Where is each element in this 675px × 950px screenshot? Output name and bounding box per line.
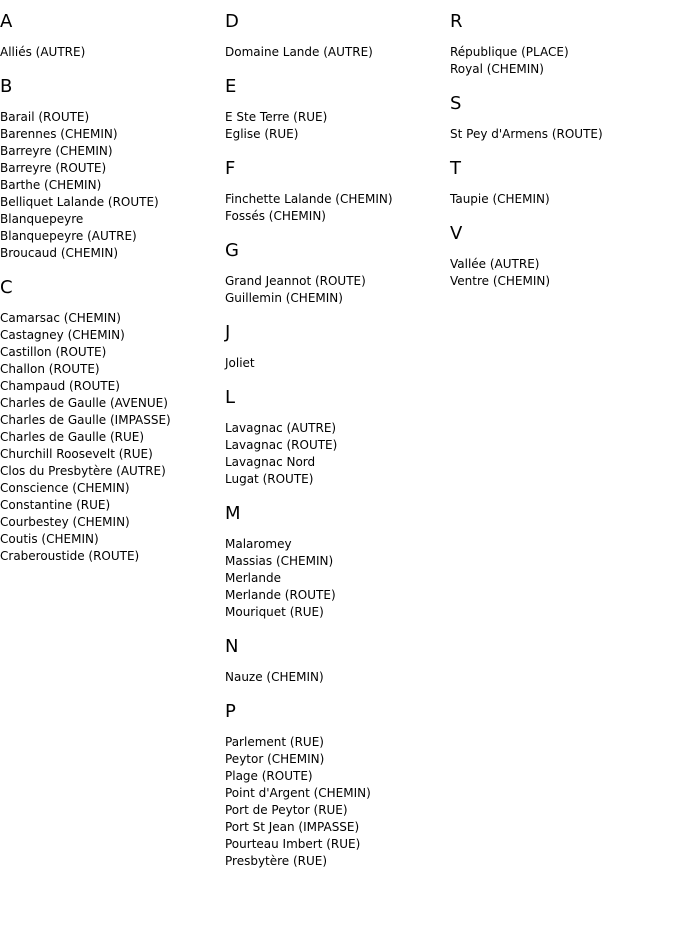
street-list [225, 273, 450, 307]
street-item: Ventre (CHEMIN) [450, 274, 551, 288]
letter-group [225, 323, 450, 372]
letter-heading: B [0, 76, 13, 97]
street-item: Blanquepeyre (AUTRE) [0, 229, 137, 243]
street-item: Merlande (ROUTE) [225, 588, 336, 602]
letter-heading: A [0, 11, 13, 32]
street-item: Castillon (ROUTE) [0, 345, 107, 359]
street-item: Charles de Gaulle (IMPASSE) [0, 413, 171, 427]
street-item: Belliquet Lalande (ROUTE) [0, 195, 159, 209]
street-item: Port St Jean (IMPASSE) [225, 820, 360, 834]
street-item: Clos du Presbytère (AUTRE) [0, 464, 166, 478]
letter-heading: E [225, 76, 237, 97]
street-item: Conscience (CHEMIN) [0, 481, 130, 495]
letter-group [225, 12, 450, 61]
street-item: Broucaud (CHEMIN) [0, 246, 119, 260]
street-list [225, 109, 450, 143]
street-item: Charles de Gaulle (RUE) [0, 430, 145, 444]
letter-group [450, 159, 675, 208]
street-item: Lavagnac (ROUTE) [225, 438, 338, 452]
street-item: Finchette Lalande (CHEMIN) [225, 192, 393, 206]
street-item: Presbytère (RUE) [225, 854, 328, 868]
street-item: Nauze (CHEMIN) [225, 670, 324, 684]
street-item: E Ste Terre (RUE) [225, 110, 328, 124]
street-item: Coutis (CHEMIN) [0, 532, 99, 546]
street-item: Royal (CHEMIN) [450, 62, 544, 76]
letter-group [0, 77, 225, 262]
street-item: Peytor (CHEMIN) [225, 752, 325, 766]
street-item: Barreyre (ROUTE) [0, 161, 107, 175]
street-item: Guillemin (CHEMIN) [225, 291, 343, 305]
letter-heading: S [450, 93, 462, 114]
street-list [450, 44, 675, 78]
street-item: Courbestey (CHEMIN) [0, 515, 130, 529]
street-item: Churchill Roosevelt (RUE) [0, 447, 153, 461]
street-item: Castagney (CHEMIN) [0, 328, 125, 342]
letter-group [225, 504, 450, 621]
street-item: Grand Jeannot (ROUTE) [225, 274, 366, 288]
letter-heading: M [225, 503, 241, 524]
letter-group [450, 94, 675, 143]
street-item: République (PLACE) [450, 45, 569, 59]
street-item: Barail (ROUTE) [0, 110, 90, 124]
letter-heading: N [225, 636, 239, 657]
street-item: Plage (ROUTE) [225, 769, 313, 783]
street-item: Charles de Gaulle (AVENUE) [0, 396, 168, 410]
street-item: Lavagnac (AUTRE) [225, 421, 337, 435]
street-item: Constantine (RUE) [0, 498, 111, 512]
street-item: Malaromey [225, 537, 292, 551]
street-item: Challon (ROUTE) [0, 362, 100, 376]
street-item: Vallée (AUTRE) [450, 257, 540, 271]
letter-heading: V [450, 223, 463, 244]
letter-heading: J [225, 322, 231, 343]
index-column-1 [0, 12, 225, 581]
letter-group [225, 637, 450, 686]
street-list [225, 420, 450, 488]
street-list [0, 44, 225, 61]
street-item: Fossés (CHEMIN) [225, 209, 326, 223]
street-item: Barreyre (CHEMIN) [0, 144, 113, 158]
street-item: Massias (CHEMIN) [225, 554, 334, 568]
street-list [225, 734, 450, 870]
street-list [225, 669, 450, 686]
street-item: Barthe (CHEMIN) [0, 178, 102, 192]
letter-heading: R [450, 11, 463, 32]
street-item: Parlement (RUE) [225, 735, 324, 749]
street-item: Point d'Argent (CHEMIN) [225, 786, 371, 800]
street-list [450, 126, 675, 143]
street-item: Camarsac (CHEMIN) [0, 311, 121, 325]
street-list [225, 44, 450, 61]
street-item: Barennes (CHEMIN) [0, 127, 118, 141]
letter-group [450, 224, 675, 290]
street-item: Eglise (RUE) [225, 127, 299, 141]
street-item: Blanquepeyre [0, 212, 84, 226]
street-item: Merlande [225, 571, 281, 585]
letter-heading: D [225, 11, 239, 32]
letter-group [450, 12, 675, 78]
street-list [225, 191, 450, 225]
street-item: Domaine Lande (AUTRE) [225, 45, 373, 59]
letter-heading: C [0, 277, 13, 298]
street-list [450, 191, 675, 208]
street-item: Craberoustide (ROUTE) [0, 549, 140, 563]
letter-heading: T [450, 158, 461, 179]
street-list [225, 536, 450, 621]
street-item: Lavagnac Nord [225, 455, 316, 469]
street-item: Mouriquet (RUE) [225, 605, 324, 619]
letter-group [225, 702, 450, 870]
street-item: Lugat (ROUTE) [225, 472, 314, 486]
street-item: Alliés (AUTRE) [0, 45, 86, 59]
street-list [225, 355, 450, 372]
index-column-3 [450, 12, 675, 306]
street-list [0, 109, 225, 262]
letter-group [0, 12, 225, 61]
street-item: Champaud (ROUTE) [0, 379, 120, 393]
letter-heading: G [225, 240, 239, 261]
street-item: Joliet [225, 356, 255, 370]
letter-group [225, 388, 450, 488]
street-list [450, 256, 675, 290]
index-column-2 [225, 12, 450, 886]
street-item: Port de Peytor (RUE) [225, 803, 348, 817]
letter-group [225, 241, 450, 307]
letter-heading: L [225, 387, 236, 408]
letter-heading: F [225, 158, 236, 179]
letter-group [225, 77, 450, 143]
street-item: Pourteau Imbert (RUE) [225, 837, 361, 851]
letter-group [0, 278, 225, 565]
street-item: Taupie (CHEMIN) [450, 192, 550, 206]
street-list [0, 310, 225, 565]
street-item: St Pey d'Armens (ROUTE) [450, 127, 603, 141]
letter-group [225, 159, 450, 225]
letter-heading: P [225, 701, 236, 722]
